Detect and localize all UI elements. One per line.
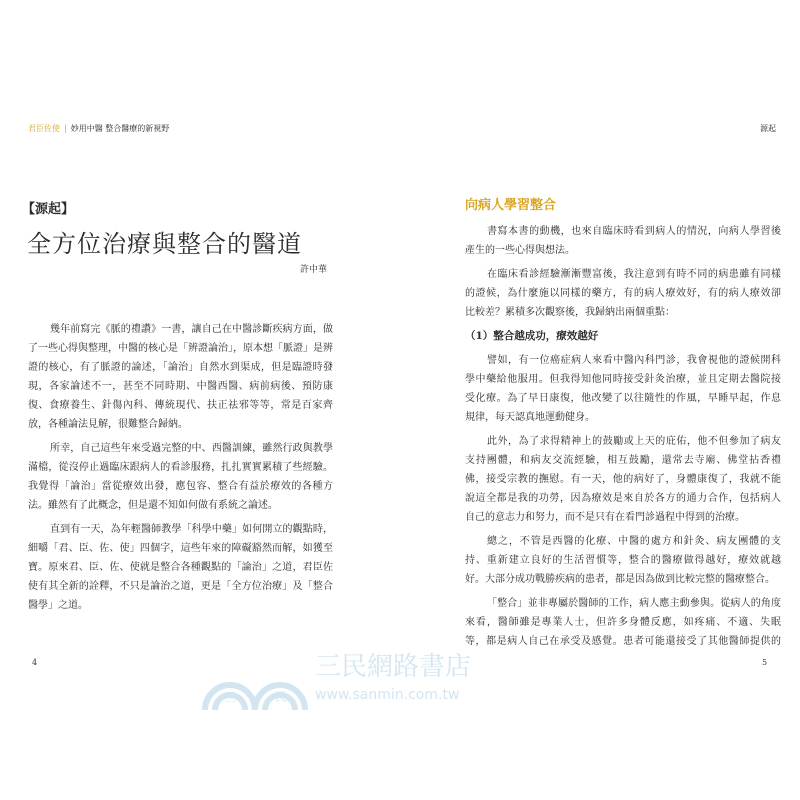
text-line: 學中藥給他服用。但我得知他同時接受針灸治療，並且定期去醫院接 bbox=[465, 374, 781, 385]
author-name: 許中華 bbox=[300, 265, 328, 275]
text-line: 譬如，有一位癌症病人來看中醫內科門診，我會視他的證候開科 bbox=[487, 355, 781, 366]
paragraph bbox=[28, 439, 333, 515]
text-line: 此外，為了求得精神上的鼓勵或上天的庇佑，他不但參加了病友 bbox=[487, 436, 781, 447]
text-line: 直到有一天，為年輕醫師教學「科學中藥」如何開立的觀點時， bbox=[50, 524, 333, 535]
text-line: 好。大部分成功戰勝疾病的患者，都是因為做到比較完整的醫療整合。 bbox=[465, 574, 775, 585]
section-label: 【源起】 bbox=[22, 202, 75, 217]
book-title: 妙用中醫 整合醫療的新視野 bbox=[70, 124, 170, 133]
page-number-right: 5 bbox=[762, 658, 768, 667]
text-line: 佛，接受宗教的撫慰。有一天，他的病好了，身體康復了，我就不能 bbox=[465, 474, 781, 485]
text-line: 總之，不管是西醫的化療、中醫的處方和針灸、病友團體的支 bbox=[487, 536, 781, 547]
paragraph bbox=[28, 520, 333, 615]
text-line: 受化療。為了早日康復，他改變了以往隨性的作風，早睡早起，作息 bbox=[465, 393, 781, 404]
paragraph bbox=[465, 594, 781, 651]
running-header-right: 源起 bbox=[760, 124, 776, 133]
watermark-url: www.sanmin.com.tw bbox=[315, 687, 460, 703]
text-line: 支持團體，和病友交流經驗，相互鼓勵，還常去寺廟、佛堂拈香禮 bbox=[465, 455, 781, 466]
text-line: 說這全都是我的功勞，因為療效是來自於各方的通力合作，包括病人 bbox=[465, 493, 781, 504]
paragraph bbox=[465, 432, 781, 527]
text-line: 復、食療養生、針傷內科、傳統現代、扶正祛邪等等，常是百家齊 bbox=[28, 400, 333, 411]
text-line: 書寫本書的動機，也來自臨床時看到病人的情況，向病人學習後 bbox=[487, 226, 781, 237]
running-header-left bbox=[28, 123, 169, 134]
text-line: 在臨床看診經驗漸漸豐富後，我注意到有時不同的病患雖有同樣 bbox=[487, 269, 781, 280]
text-line: 我覺得「論治」當從療效出發，應包容、整合有益於療效的各種方 bbox=[28, 481, 333, 492]
header-separator: | bbox=[64, 124, 67, 133]
text-line: 滿檔，從沒停止過臨床跟病人的看診服務，扎扎實實累積了些經驗。 bbox=[28, 462, 333, 473]
page-number-left: 4 bbox=[32, 658, 38, 667]
text-line: 寶。原來君、臣、佐、使就是整合各種觀點的「論治」之道，君臣佐 bbox=[28, 562, 333, 573]
text-line: 「整合」並非專屬於醫師的工作，病人應主動參與。從病人的角度 bbox=[487, 598, 781, 609]
section-heading: 向病人學習整合 bbox=[465, 198, 557, 213]
text-line: 使有其全新的詮釋，不只是論治之道，更是「全方位治療」及「整合 bbox=[28, 581, 333, 592]
text-line: 比較差？累積多次觀察後，我歸納出兩個重點： bbox=[465, 307, 675, 318]
logo-char-1: 三 bbox=[224, 690, 237, 704]
paragraph bbox=[28, 320, 333, 434]
text-line: 的證候，為什麼施以同樣的藥方，有的病人療效好，有的病人療效卻 bbox=[465, 288, 781, 299]
series-name: 君臣佐使 bbox=[28, 124, 60, 133]
text-line: 醫學」之道。 bbox=[28, 600, 88, 611]
right-body bbox=[465, 222, 781, 656]
text-line: 來看，醫師雖是專業人士，但許多身體反應，如疼痛、不適、失眠 bbox=[465, 617, 781, 628]
paragraph bbox=[465, 532, 781, 589]
text-line: 細嚼「君、臣、佐、使」四個字，這些年來的障礙豁然而解，如獲至 bbox=[28, 543, 333, 554]
text-line: 等，都是病人自己在承受及感覺。患者可能還接受了其他醫師提供的 bbox=[465, 636, 781, 647]
text-line: 自己的意志力和努力，而不是只有在看門診過程中得到的治療。 bbox=[465, 512, 745, 523]
text-line: 持、重新建立良好的生活習慣等，整合的醫療做得越好，療效就越 bbox=[465, 555, 781, 566]
text-line: 規律，每天認真地運動健身。 bbox=[465, 412, 595, 423]
text-line: 現，各家論述不一，甚至不同時期、中醫西醫、病前病後、預防康 bbox=[28, 381, 333, 392]
sanmin-logo-icon bbox=[200, 652, 310, 712]
chapter-title: 全方位治療與整合的醫道 bbox=[27, 230, 302, 258]
left-body bbox=[28, 320, 333, 620]
text-line: 放，各種論法見解，很難整合歸納。 bbox=[28, 419, 188, 430]
paragraph bbox=[465, 351, 781, 427]
subheading: （1）整合越成功，療效越好 bbox=[465, 330, 599, 342]
text-line: 法。雖然有了此概念，但是還不知如何做有系統之論述。 bbox=[28, 500, 278, 511]
text-line: 了一些心得與整理，中醫的核心是「辨證論治」，原本想「脈證」是辨 bbox=[28, 343, 333, 354]
text-line: 幾年前寫完《脈的禮讚》一書，讓自己在中醫診斷疾病方面，做 bbox=[50, 324, 333, 335]
text-line: 所幸，自己這些年來受過完整的中、西醫訓練，雖然行政與教學 bbox=[50, 443, 333, 454]
logo-char-2: 民 bbox=[275, 690, 288, 704]
text-line: 產生的一些心得與想法。 bbox=[465, 245, 575, 256]
paragraph bbox=[465, 265, 781, 322]
paragraph bbox=[465, 222, 781, 260]
watermark-name: 三民網路書店 bbox=[315, 652, 472, 682]
sanmin-watermark bbox=[200, 652, 500, 712]
text-line: 證的核心，有了脈證的論述，「論治」自然水到渠成，但是臨證時發 bbox=[28, 362, 333, 373]
